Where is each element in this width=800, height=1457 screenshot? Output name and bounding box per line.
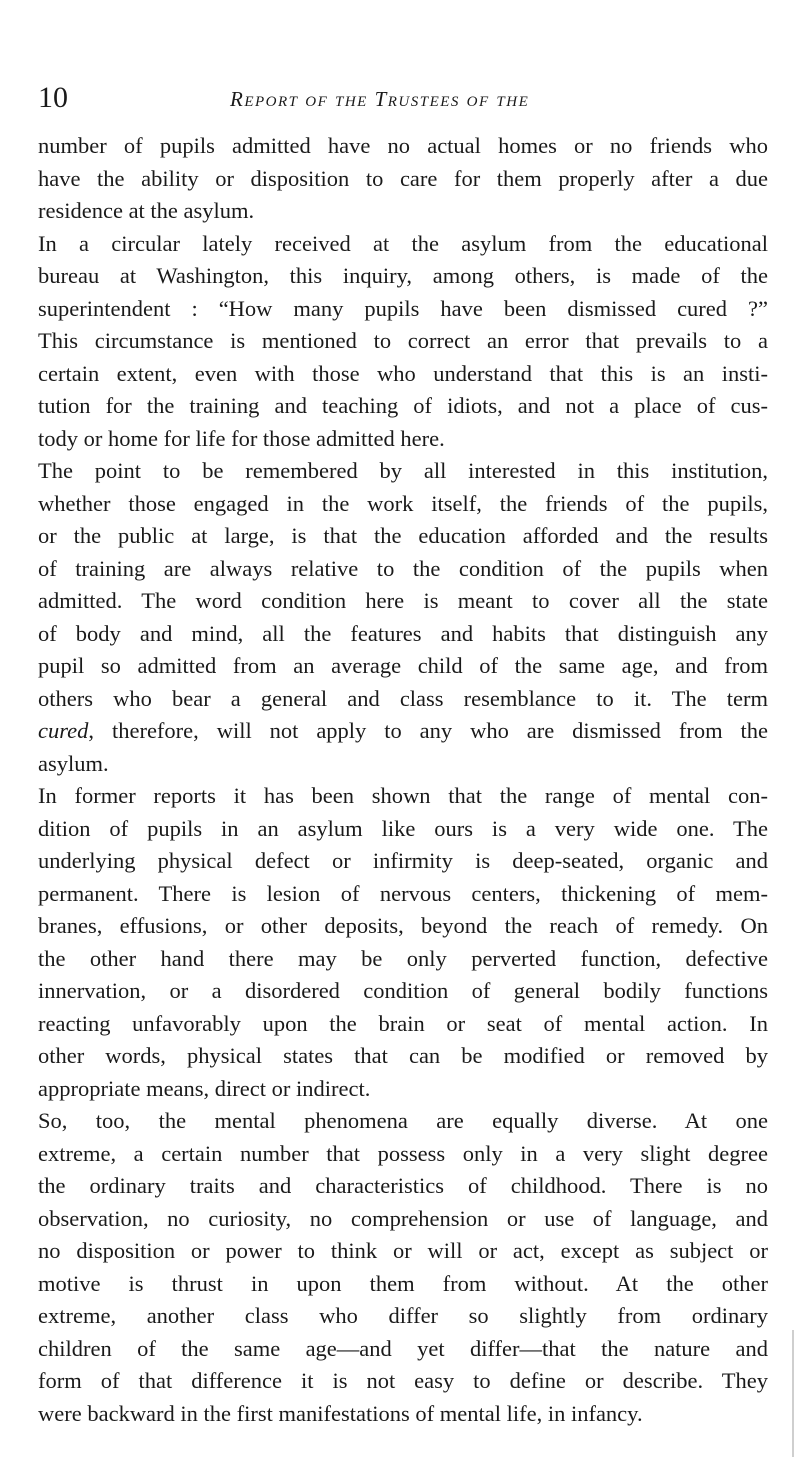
text-line: other words, physical states that can be modified or removed by — [38, 1043, 768, 1068]
text-line-italic-lead: cured, therefore, will not apply to any who are dismissed from the — [38, 718, 768, 743]
text-line: tody or home for life for those admitted here. — [38, 425, 445, 451]
paragraph-2 — [38, 228, 768, 456]
text-line: The point to be remembered by all interested in this institution, — [38, 458, 768, 483]
text-line: of body and mind, all the features and habits that distinguish any — [38, 620, 768, 646]
text-line: reacting unfavorably upon the brain or seat of mental action. In — [38, 1010, 768, 1036]
text-line: residence at the asylum. — [38, 198, 255, 223]
page-number: 10 — [38, 81, 68, 114]
text-line: form of that difference it is not easy to define or describe. They — [38, 1368, 768, 1393]
text-line: of training are always relative to the condition of the pupils when — [38, 555, 768, 581]
text-line: branes, effusions, or other deposits, beyond the reach of remedy. On — [38, 913, 768, 938]
text-line: In former reports it has been shown that the range of mental con- — [38, 783, 768, 808]
text-line: dition of pupils in an asylum like ours is a very wide one. The — [38, 815, 768, 841]
text-line: have the ability or disposition to care for them properly after a due — [38, 165, 768, 191]
text-line: bureau at Washington, this inquiry, among others, is made of the — [38, 263, 768, 288]
italic-term: cured — [38, 718, 89, 743]
paragraph-1 — [38, 130, 768, 228]
text-line: were backward in the first manifestations of mental life, in infancy. — [38, 1400, 643, 1426]
text-line: the ordinary traits and characteristics of childhood. There is no — [38, 1173, 768, 1198]
text-line: or the public at large, is that the education afforded and the results — [38, 523, 768, 548]
running-head: Report of the Trustees of the — [230, 87, 530, 111]
text-line: So, too, the mental phenomena are equally diverse. At one — [38, 1108, 768, 1133]
text-line: number of pupils admitted have no actual homes or no friends who — [38, 133, 768, 158]
body-text — [38, 130, 768, 1430]
text-line: asylum. — [38, 750, 109, 776]
text-line: underlying physical defect or infirmity is deep-seated, organic and — [38, 848, 768, 873]
text-line: certain extent, even with those who understand that this is an insti- — [38, 360, 768, 386]
text-line: superintendent : “How many pupils have been dismissed cured ?” — [38, 295, 768, 321]
text-line: extreme, a certain number that possess only in a very slight degree — [38, 1140, 768, 1166]
text-line: whether those engaged in the work itself, the friends of the pupils, — [38, 490, 768, 516]
text-line: no disposition or power to think or will or act, except as subject or — [38, 1238, 768, 1263]
text-line: extreme, another class who differ so slightly from ordinary — [38, 1303, 768, 1328]
text-line: others who bear a general and class resemblance to it. The term — [38, 685, 768, 711]
text-line: innervation, or a disordered condition of general bodily functions — [38, 978, 768, 1003]
text-line: motive is thrust in upon them from without. At the other — [38, 1270, 768, 1296]
paragraph-5 — [38, 1105, 768, 1430]
paragraph-4 — [38, 780, 768, 1105]
page-edge-shadow — [792, 1330, 794, 1457]
text-line: the other hand there may be only perverted function, defective — [38, 945, 768, 971]
text-line: observation, no curiosity, no comprehension or use of language, and — [38, 1205, 768, 1231]
paragraph-3 — [38, 455, 768, 780]
text-line: admitted. The word condition here is meant to cover all the state — [38, 588, 768, 613]
text-line: pupil so admitted from an average child of the same age, and from — [38, 653, 768, 678]
text-line: appropriate means, direct or indirect. — [38, 1075, 371, 1101]
text-line: tution for the training and teaching of idiots, and not a place of cus- — [38, 393, 768, 418]
text-line: This circumstance is mentioned to correct an error that prevails to a — [38, 328, 768, 353]
text-line: In a circular lately received at the asylum from the educational — [38, 230, 768, 256]
text-line: children of the same age—and yet differ—that the nature and — [38, 1335, 768, 1361]
page-header — [38, 80, 768, 120]
text-line: permanent. There is lesion of nervous centers, thickening of mem- — [38, 880, 768, 906]
